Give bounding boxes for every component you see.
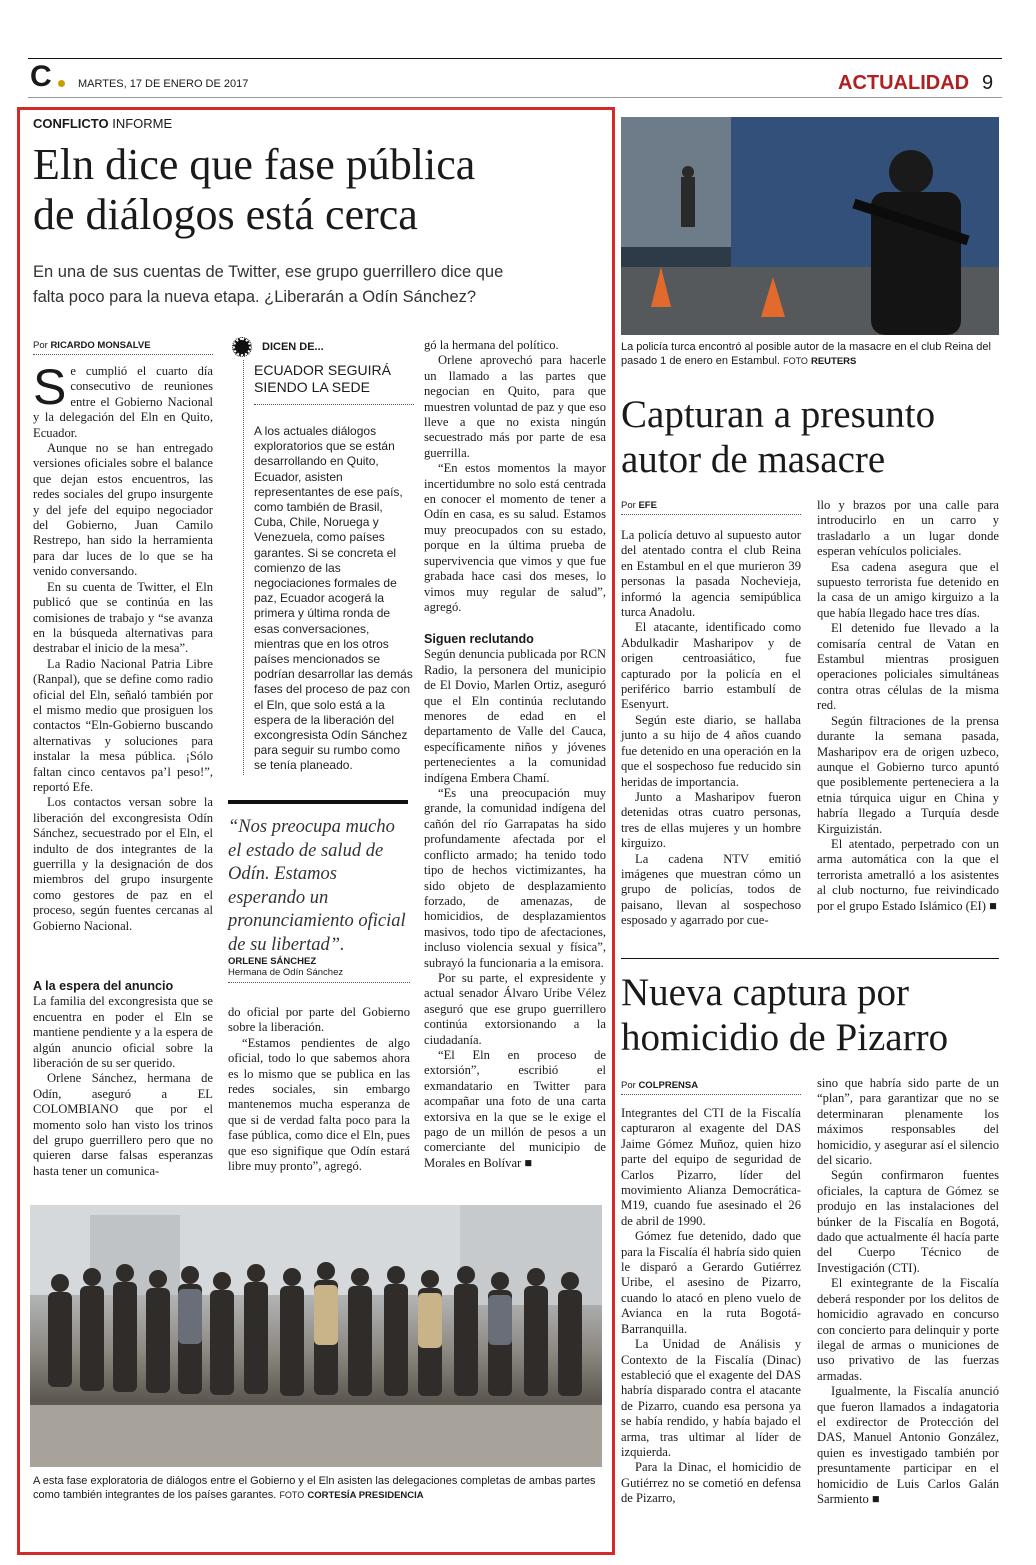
police-caption-text: La policía turca encontró al posible autor de la masacre en el club Reina del pasado 1 de enero en Estambul. [621,341,991,367]
caption-text: A esta fase exploratoria de diálogos entre el Gobierno y el Eln asisten las delegaciones completas de ambas partes como también integrantes de los países garantes. [33,1475,596,1501]
newspaper-logo: C [30,60,52,93]
sidebar-title-2: SIENDO LA SEDE [254,379,370,395]
quote-rule [228,800,408,804]
paragraph: do oficial por parte del Gobierno sobre la liberación. [228,1005,410,1035]
paragraph: “Es una preocupación muy grande, la comunidad indígena del cañón del río Garrapatas ha sido profundamente afectada por el conflicto armado; ha tenido todo tipo de hechos victimizantes, ha sido objeto de desplazamiento forzado, de amenazas, de homicidios, de desplazamientos masivos, todo tipo de afectaciones, incluso violencia sexual y física”, subrayó la funcionaria a la emisora. [424,786,606,970]
right-bottom-headline [621,970,948,1060]
paragraph: Esa cadena asegura que el supuesto terrorista fue detenido en la casa de un amigo kirguizo a la que había llegado hace tres días. [817,559,999,620]
right-bottom-headline-1: Nueva captura por [621,971,910,1014]
right-divider [621,958,999,959]
paragraph: Aunque no se han entregado versiones oficiales sobre el balance que dejan estos encuentros, las redes sociales del grupo insurgente y del jefe del equipo negociador del Gobierno, Juan Camilo Restrepo, han sido la herramienta para dar luces de lo que se ha venido conversando. [33,441,213,579]
paragraph: “Estamos pendientes de algo oficial, todo lo que sabemos ahora es lo mismo que se publica en las redes sociales, sin embargo mantenemos mucha esperanza de que si de verdad falta poco para la fase pública, como dice el Eln, pues que eso signifique que Odín estará libre muy pronto”, agregó. [228,1035,410,1174]
paragraph: Por su parte, el expresidente y actual senador Álvaro Uribe Vélez aseguró que ese grupo guerrillero continúa extorsionando a la ciudadanía. [424,970,606,1047]
paragraph: Para la Dinac, el homicidio de Gutiérrez no se cometió en defensa de Pizarro, [621,1460,801,1506]
paragraph: gó la hermana del político. [424,338,559,352]
right-top-byline [621,500,801,515]
main-column-3 [424,338,606,628]
byline-name: EFE [638,500,657,511]
sidebar-body: A los actuales diálogos exploratorios que se están desarrollando en Quito, Ecuador, asisten representantes de ese país, como también de Brasil, Cuba, Chile, Noruega y Venezuela, como países garantes. Si se concreta el comienzo de las negociaciones formales de paz, Ecuador acogerá la primera y última ronda de esas conversaciones, mientras que en los otros países mencionados se podrían desarrollar las demás fases del proceso de paz con el Eln, que solo está a la espera de la liberación del excongresista Odín Sánchez para seguir su rumbo como se tenía planeado. [254,424,413,773]
paragraph: Orlene aprovechó para hacerle un llamado a las partes que negocian en Quito, para que muestren voluntad de paz y que eso lleve a que no exista ningún secuestrado más por parte de esa guerrilla. [424,353,606,460]
byline-name: RICARDO MONSALVE [50,340,151,351]
headline-line-1: Eln dice que fase pública [33,140,476,189]
main-column-1-continued [33,975,213,1185]
right-top-column-1 [621,528,801,940]
subhead-espera: A la espera del anuncio [33,979,174,993]
right-bottom-column-2 [817,1076,999,1528]
police-photo [621,117,999,335]
sidebar-title [254,362,414,405]
paragraph: Según confirmaron fuentes oficiales, la captura de Gómez se produjo en las instalaciones del búnker de la Fiscalía en Bogotá, dado que actualmente él hacía parte del Cuerpo Técnico de Investigación (CTI). [817,1168,999,1275]
paragraph: Gómez fue detenido, dado que para la Fiscalía él habría sido quien le disparó a Gerardo Gutiérrez Uribe, el asesino de Pizarro, cuando lo atacó en pleno vuelo de Avianca en la ruta Bogotá-Barranquilla. [621,1229,801,1336]
paragraph: El exintegrante de la Fiscalía deberá responder por los delitos de homicidio agravado en concurso con concierto para delinquir y porte ilegal de armas o municiones de uso privativo de las fuerzas armadas. [817,1276,999,1383]
paragraph: La Radio Nacional Patria Libre (Ranpal), que se define como radio oficial del Eln, señaló también por el mismo medio que prosiguen los contactos “Eln-Gobierno buscando alternativas y soluciones para instalar la mesa pública. ¡Sólo faltan cinco centavos pa’l peso!”, reportó Efe. [33,656,213,794]
quote-name: ORLENE SÁNCHEZ [228,956,317,967]
paragraph: Igualmente, la Fiscalía anunció que fueron llamados a indagatoria el exdirector de Protección del DAS, Manuel Antonio González, quien es investigado también por presuntamente participar en el homicidio de Luis Carlos Galán Sarmiento ■ [817,1384,999,1506]
paragraph: Junto a Masharipov fueron detenidas otras cuatro personas, tres de ellas mujeres y un hombre kirguizo. [621,789,801,851]
logo-dot [58,80,65,87]
drop-cap: S [33,359,67,415]
main-column-3-continued [424,628,606,1186]
paragraph: La policía detuvo al supuesto autor del atentado contra el club Reina en Estambul en el que murieron 39 personas la pasada Nochevieja, informó la agencia semipública turca Anadolu. [621,528,801,620]
byline-prefix: Por [33,340,48,351]
issue-date: MARTES, 17 DE ENERO DE 2017 [78,78,249,90]
paragraph: Los contactos versan sobre la liberación del excongresista Odín Sánchez, secuestrado por el Eln, el indulto de dos integrantes de la guerrilla y la designación de dos miembros del grupo insurgente como gestores de paz en el proceso, según fuentes cercanas al Gobierno Nacional. [33,795,213,933]
caption-credit-prefix: FOTO [279,1489,305,1500]
sidebar-left-rule [243,360,244,775]
byline-prefix: Por [621,500,636,511]
section-name: ACTUALIDAD [838,72,970,94]
byline-prefix: Por [621,1080,636,1091]
headline-line-2: de diálogos está cerca [33,190,418,239]
main-column-2-bottom [228,1005,410,1185]
right-bottom-headline-2: homicidio de Pizarro [621,1016,949,1059]
police-credit: REUTERS [810,355,857,367]
right-top-headline-1: Capturan a presunto [621,393,936,436]
kicker-bold: CONFLICTO [33,116,109,131]
paragraph: El atentado, perpetrado con un arma automática con la que el terrorista ametralló a los asistentes al club nocturno, fue reivindicado por el grupo Estado Islámico (EI) ■ [817,836,999,913]
police-credit-prefix: FOTO [783,355,808,366]
sidebar-icon [233,338,251,356]
police-photo-illustration [621,117,999,335]
photo-illustration [30,1205,602,1467]
paragraph: Orlene Sánchez, hermana de Odín, aseguró a EL COLOMBIANO que por el momento solo han visto los trinos del grupo guerrillero pero que no quieren darse falsas esperanzas hasta tener un comunica- [33,1071,213,1178]
paragraph: La cadena NTV emitió imágenes que muestran cómo un grupo de policías, todos de paisano, llevan al sospechoso esposado y agarrado por cue- [621,851,801,928]
pull-quote: “Nos preocupa mucho el estado de salud de Odín. Estamos esperando un pronunciamiento oficial de su libertad”. [228,817,406,955]
quote-role: Hermana de Odín Sánchez [228,967,410,983]
paragraph: llo y brazos por una calle para introducirlo en un carro y trasladarlo a un lugar donde esperan vehículos policiales. [817,498,999,559]
sidebar-title-1: ECUADOR SEGUIRÁ [254,362,391,378]
caption-credit: CORTESÍA PRESIDENCIA [307,1489,424,1501]
sidebar-label: DICEN DE... [262,341,324,353]
paragraph: Integrantes del CTI de la Fiscalía capturaron al exagente del DAS Jaime Gómez Muñoz, quien hizo parte del equipo de seguridad de Carlos Pizarro, líder del movimiento Alianza Democrática-M19, cuando fue asesinado el 26 de abril de 1990. [621,1106,801,1228]
delegations-caption [33,1475,603,1502]
paragraph: El atacante, identificado como Abdulkadir Masharipov y de origen centroasiático, fue capturado por la policía en el periférico barrio estambulí de Esenyurt. [621,620,801,712]
paragraph: Según filtraciones de la prensa durante la semana pasada, Masharipov era de origen uzbeco, aunque el Gobierno turco apuntó que posiblemente perteneciera a la etnia túrquica uigur en China y habría llegado a Turquía desde Kirguizistán. [817,713,999,836]
right-bottom-column-1 [621,1106,801,1526]
main-column-1 [33,359,213,933]
subhead-reclutando: Siguen reclutando [424,632,534,646]
right-bottom-byline [621,1080,801,1095]
police-caption [621,341,999,368]
paragraph: “En estos momentos la mayor incertidumbre no solo está centrada en conocer el momento de tener a Odín en casa, es su salud. Estamos muy preocupados con su estado, porque en la última prueba de supervivencia que vimos y que fue grabada hace casi dos meses, lo vimos muy regular de salud”, agregó. [424,461,606,614]
paragraph: Según este diario, se hallaba junto a su hijo de 4 años cuando fue detenido en una operación en la que el sospechoso fue reducido sin heridas de importancia. [621,712,801,789]
byline-name: COLPRENSA [638,1080,699,1091]
deck-line-2: falta poco para la nueva etapa. ¿Liberarán a Odín Sánchez? [33,288,477,306]
article-kicker [33,116,172,131]
paragraph: La familia del excongresista que se encuentra en poder el Eln se mantiene pendiente y a la espera de algún anuncio oficial sobre la liberación de su ser querido. [33,994,213,1071]
paragraph: En su cuenta de Twitter, el Eln publicó que se continúa en las comisiones de trabajo y “se avanza en la búsqueda alternativas para destrabar el inicio de la mesa”. [33,579,213,656]
main-headline [33,140,475,240]
paragraph: El detenido fue llevado a la comisaría central de Vatan en Estambul mientras prosiguen operaciones policiales simultáneas contra otras células de la misma red. [817,621,999,713]
paragraph: sino que habría sido parte de un “plan”, para garantizar que no se determinaran plenamente los máximos responsables del homicidio, y asegurar así el silencio del sicario. [817,1076,999,1168]
right-top-column-2 [817,498,999,940]
right-top-headline-2: autor de masacre [621,438,886,481]
paragraph-text: e cumplió el cuarto día consecutivo de reuniones entre el Gobierno Nacional y la delegación del Eln en Quito, Ecuador. [33,364,213,440]
paragraph: Según denuncia publicada por RCN Radio, la personera del municipio de El Dovio, Marlen Ortiz, aseguró que el Eln continúa reclutando menores de edad en el departamento de Valle del Cauca, específicamente niños y jóvenes pertenecientes a la comunidad indígena Embera Chamí. [424,647,606,785]
paragraph: “El Eln en proceso de extorsión”, escribió el exmandatario en Twitter para acompañar una foto de una carta extorsiva en la que se le exige el pago de un millón de pesos a un comerciante del municipio de Morales en Bolívar ■ [424,1047,606,1170]
right-top-headline [621,392,935,482]
main-deck [33,260,503,310]
paragraph [33,359,213,441]
kicker-text: INFORME [112,116,173,131]
deck-line-1: En una de sus cuentas de Twitter, ese grupo guerrillero dice que [33,263,504,281]
delegations-photo [30,1205,602,1467]
page-number: 9 [982,72,994,94]
main-byline [33,340,213,355]
paragraph: La Unidad de Análisis y Contexto de la Fiscalía (Dinac) estableció que el exagente del DAS habría disparado contra el atacante de Pizarro, cuando esa persona ya se había rendido, y había bajado el arma, tras ultimar al líder de izquierda. [621,1337,801,1459]
